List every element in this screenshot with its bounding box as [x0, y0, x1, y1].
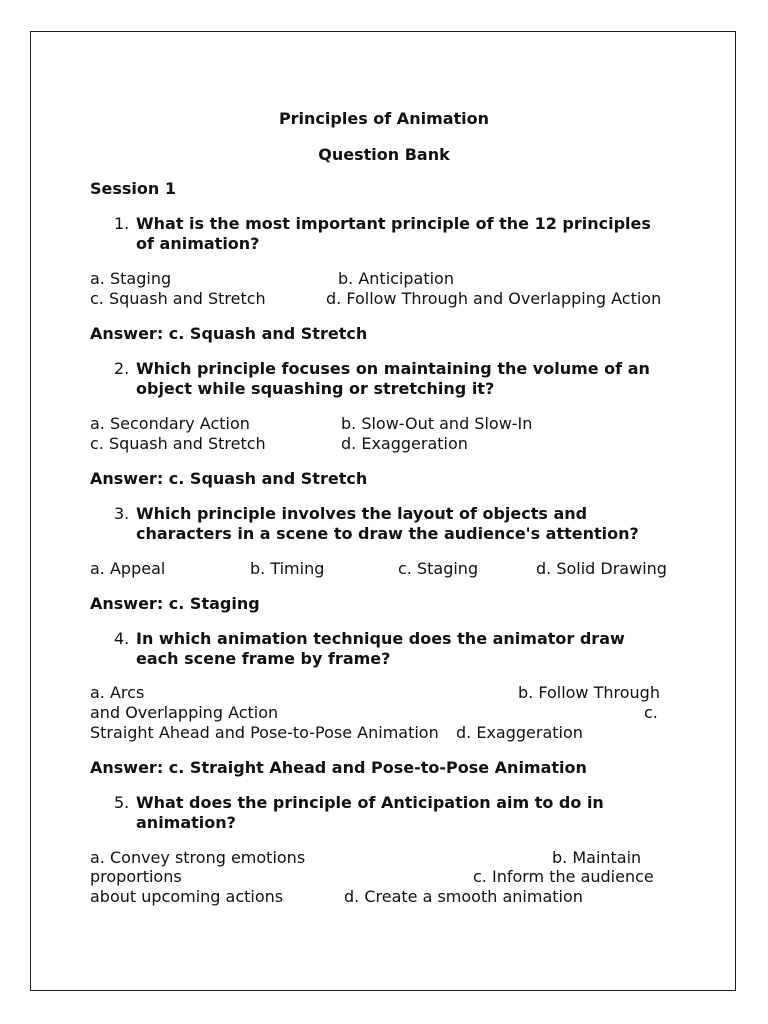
document-page [30, 31, 736, 991]
question-text-line: object while squashing or stretching it? [136, 379, 495, 398]
option-text: c. Staging [398, 559, 479, 578]
option-text: a. Staging [90, 269, 172, 288]
option-text: proportions [90, 867, 182, 886]
question-text-line: animation? [136, 813, 236, 832]
option-text: a. Arcs [90, 683, 145, 702]
option-text: a. Secondary Action [90, 414, 250, 433]
document-title: Principles of Animation [278, 109, 490, 128]
answer-line: Answer: c. Squash and Stretch [90, 469, 368, 488]
option-text: c. Squash and Stretch [90, 434, 266, 453]
session-heading: Session 1 [90, 179, 176, 198]
answer-line: Answer: c. Straight Ahead and Pose-to-Pose Animation [90, 758, 587, 777]
option-text: b. Anticipation [338, 269, 454, 288]
document-subtitle: Question Bank [318, 145, 450, 164]
answer-line: Answer: c. Staging [90, 594, 260, 613]
option-text: and Overlapping Action [90, 703, 279, 722]
question-text-line: What is the most important principle of the 12 principles [136, 214, 651, 233]
option-text: b. Maintain [552, 848, 642, 867]
option-text: c. [644, 703, 658, 722]
question-number: 5. [114, 793, 130, 812]
question-number: 1. [114, 214, 130, 233]
option-text: b. Follow Through [518, 683, 660, 702]
option-text: d. Create a smooth animation [344, 887, 583, 906]
question-number: 2. [114, 359, 130, 378]
option-text: c. Inform the audience [473, 867, 654, 886]
option-text: d. Exaggeration [456, 723, 583, 742]
option-text: d. Exaggeration [341, 434, 468, 453]
question-text-line: Which principle involves the layout of objects and [136, 504, 588, 523]
question-number: 3. [114, 504, 130, 523]
question-text-line: each scene frame by frame? [136, 649, 391, 668]
option-text: b. Timing [250, 559, 325, 578]
question-text-line: of animation? [136, 234, 260, 253]
question-number: 4. [114, 629, 130, 648]
question-text-line: Which principle focuses on maintaining the volume of an [136, 359, 650, 378]
answer-line: Answer: c. Squash and Stretch [90, 324, 368, 343]
option-text: a. Appeal [90, 559, 166, 578]
question-text-line: What does the principle of Anticipation aim to do in [136, 793, 604, 812]
option-text: Straight Ahead and Pose-to-Pose Animation [90, 723, 439, 742]
option-text: d. Follow Through and Overlapping Action [326, 289, 662, 308]
option-text: about upcoming actions [90, 887, 284, 906]
question-text-line: In which animation technique does the animator draw [136, 629, 625, 648]
option-text: d. Solid Drawing [536, 559, 667, 578]
question-text-line: characters in a scene to draw the audience's attention? [136, 524, 639, 543]
option-text: a. Convey strong emotions [90, 848, 306, 867]
option-text: b. Slow-Out and Slow-In [341, 414, 533, 433]
option-text: c. Squash and Stretch [90, 289, 266, 308]
